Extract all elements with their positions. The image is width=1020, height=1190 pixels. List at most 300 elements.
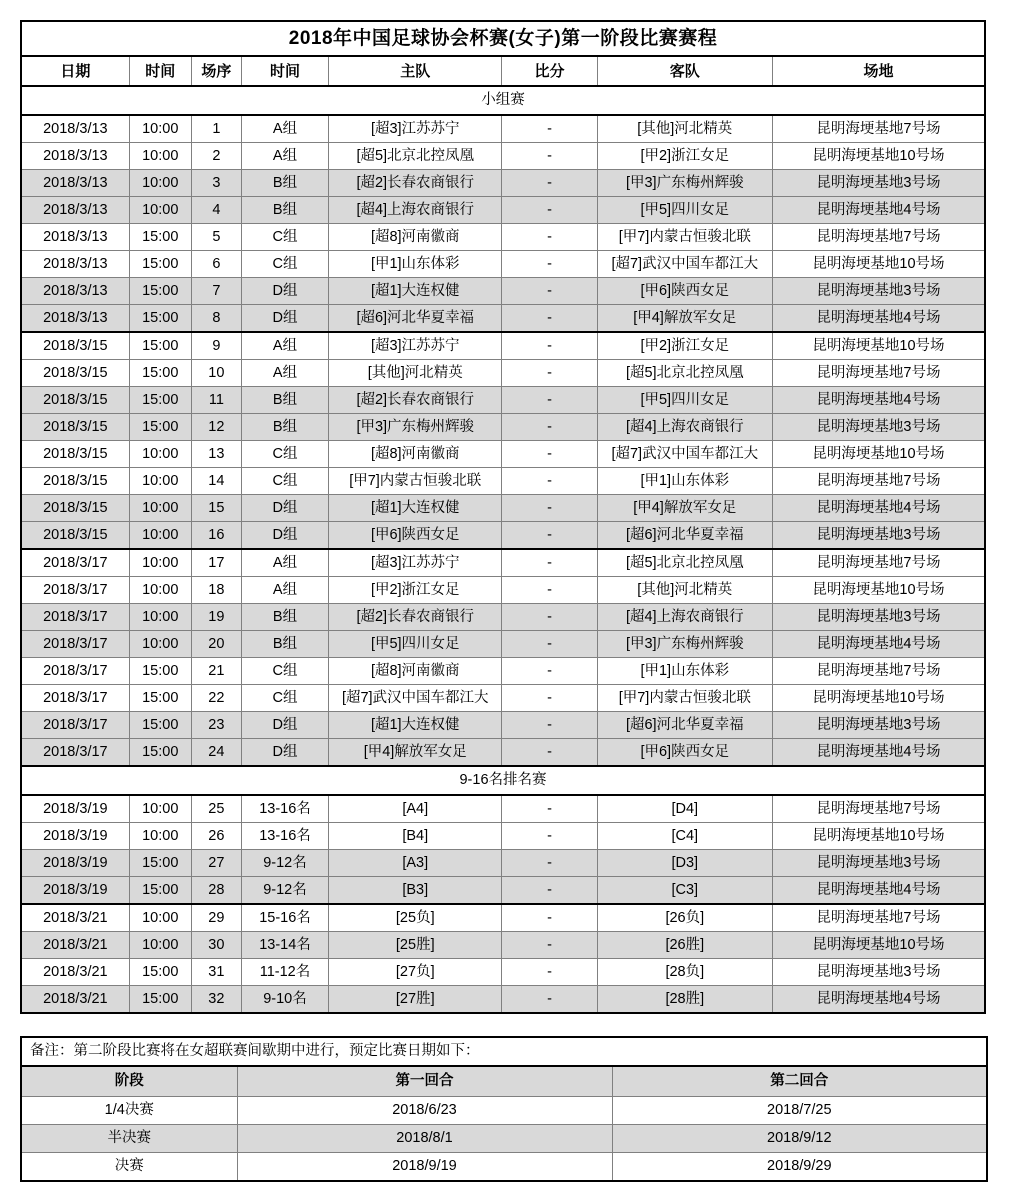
cell-venue: 昆明海埂基地10号场 (772, 932, 985, 959)
cell-date: 2018/3/15 (21, 360, 129, 387)
cell-order: 13 (191, 441, 241, 468)
cell-home: [甲3]广东梅州辉骏 (329, 414, 502, 441)
table-row[interactable] (21, 739, 985, 767)
cell-away: [D4] (597, 795, 772, 823)
cell-order: 12 (191, 414, 241, 441)
cell-stage: 9-12名 (241, 877, 328, 905)
cell-home: [超3]江苏苏宁 (329, 332, 502, 360)
cell-home: [甲6]陕西女足 (329, 522, 502, 550)
cell-away: [26负] (597, 904, 772, 932)
cell-order: 31 (191, 959, 241, 986)
cell-stage: B组 (241, 197, 328, 224)
table-row[interactable] (21, 197, 985, 224)
table-row[interactable] (21, 360, 985, 387)
table-row[interactable] (21, 877, 985, 905)
cell-date: 2018/3/15 (21, 414, 129, 441)
cell-away: [其他]河北精英 (597, 577, 772, 604)
cell-venue: 昆明海埂基地4号场 (772, 986, 985, 1014)
cell-home: [A3] (329, 850, 502, 877)
cell-away: [其他]河北精英 (597, 115, 772, 143)
cell-venue: 昆明海埂基地4号场 (772, 739, 985, 767)
cell-time: 10:00 (129, 143, 191, 170)
cell-date: 2018/3/17 (21, 549, 129, 577)
cell-time: 10:00 (129, 170, 191, 197)
cell-away: [超6]河北华夏幸福 (597, 712, 772, 739)
cell-order: 4 (191, 197, 241, 224)
cell-score: - (502, 224, 597, 251)
cell-home: [超8]河南徽商 (329, 658, 502, 685)
cell-score: - (502, 115, 597, 143)
column-header-away: 客队 (597, 56, 772, 86)
cell-time: 15:00 (129, 658, 191, 685)
cell-venue: 昆明海埂基地7号场 (772, 468, 985, 495)
cell-home: [超2]长春农商银行 (329, 604, 502, 631)
table-row[interactable] (21, 823, 985, 850)
cell-score: - (502, 904, 597, 932)
cell-score: - (502, 850, 597, 877)
cell-date: 2018/3/13 (21, 305, 129, 333)
cell-date: 2018/3/17 (21, 631, 129, 658)
cell-time: 10:00 (129, 197, 191, 224)
cell-venue: 昆明海埂基地10号场 (772, 251, 985, 278)
cell-order: 24 (191, 739, 241, 767)
cell-date: 2018/3/19 (21, 823, 129, 850)
section-header-label: 小组赛 (21, 86, 985, 115)
table-row[interactable] (21, 631, 985, 658)
cell-venue: 昆明海埂基地10号场 (772, 823, 985, 850)
page-title: 2018年中国足球协会杯赛(女子)第一阶段比赛赛程 (21, 21, 985, 56)
cell-score: - (502, 658, 597, 685)
cell-time: 15:00 (129, 877, 191, 905)
column-header-venue: 场地 (772, 56, 985, 86)
table-row[interactable] (21, 549, 985, 577)
cell-away: [甲3]广东梅州辉骏 (597, 170, 772, 197)
table-row[interactable] (21, 441, 985, 468)
cell-stage: C组 (241, 468, 328, 495)
cell-home: [超7]武汉中国车都江大 (329, 685, 502, 712)
cell-date: 2018/3/17 (21, 739, 129, 767)
cell-home: [超5]北京北控凤凰 (329, 143, 502, 170)
cell-stage: 13-14名 (241, 932, 328, 959)
cell-date: 2018/3/15 (21, 441, 129, 468)
cell-venue: 昆明海埂基地3号场 (772, 278, 985, 305)
cell-time: 10:00 (129, 522, 191, 550)
cell-away: [超7]武汉中国车都江大 (597, 441, 772, 468)
cell-date: 2018/3/17 (21, 712, 129, 739)
cell-venue: 昆明海埂基地7号场 (772, 224, 985, 251)
cell-stage: D组 (241, 305, 328, 333)
cell-score: - (502, 332, 597, 360)
cell-order: 14 (191, 468, 241, 495)
cell-venue: 昆明海埂基地7号场 (772, 658, 985, 685)
note-cell-leg1: 2018/6/23 (237, 1097, 612, 1125)
cell-order: 29 (191, 904, 241, 932)
cell-home: [甲4]解放军女足 (329, 739, 502, 767)
cell-score: - (502, 877, 597, 905)
cell-date: 2018/3/13 (21, 278, 129, 305)
section-header-row (21, 766, 985, 795)
cell-home: [超1]大连权健 (329, 712, 502, 739)
table-row[interactable] (21, 604, 985, 631)
cell-score: - (502, 604, 597, 631)
cell-time: 10:00 (129, 631, 191, 658)
cell-score: - (502, 170, 597, 197)
cell-home: [超3]江苏苏宁 (329, 115, 502, 143)
cell-time: 15:00 (129, 739, 191, 767)
cell-venue: 昆明海埂基地7号场 (772, 360, 985, 387)
cell-away: [甲6]陕西女足 (597, 739, 772, 767)
table-row[interactable] (21, 850, 985, 877)
cell-stage: B组 (241, 170, 328, 197)
cell-date: 2018/3/13 (21, 251, 129, 278)
cell-score: - (502, 251, 597, 278)
cell-stage: 13-16名 (241, 823, 328, 850)
cell-score: - (502, 549, 597, 577)
cell-venue: 昆明海埂基地4号场 (772, 305, 985, 333)
note-text-row (21, 1037, 987, 1066)
cell-time: 15:00 (129, 278, 191, 305)
note-cell-leg2: 2018/9/12 (612, 1125, 987, 1153)
cell-time: 15:00 (129, 414, 191, 441)
note-column-header: 第一回合 (237, 1066, 612, 1097)
cell-venue: 昆明海埂基地10号场 (772, 143, 985, 170)
cell-date: 2018/3/15 (21, 495, 129, 522)
cell-time: 10:00 (129, 549, 191, 577)
cell-venue: 昆明海埂基地4号场 (772, 631, 985, 658)
cell-home: [B4] (329, 823, 502, 850)
cell-order: 1 (191, 115, 241, 143)
table-row[interactable] (21, 712, 985, 739)
cell-venue: 昆明海埂基地3号场 (772, 604, 985, 631)
cell-time: 15:00 (129, 360, 191, 387)
table-row[interactable] (21, 170, 985, 197)
cell-time: 10:00 (129, 932, 191, 959)
note-table (20, 1036, 988, 1182)
cell-time: 10:00 (129, 468, 191, 495)
cell-time: 10:00 (129, 495, 191, 522)
cell-score: - (502, 959, 597, 986)
cell-score: - (502, 932, 597, 959)
cell-order: 11 (191, 387, 241, 414)
cell-away: [甲3]广东梅州辉骏 (597, 631, 772, 658)
cell-score: - (502, 360, 597, 387)
note-cell-stage: 半决赛 (21, 1125, 237, 1153)
schedule-table (20, 20, 986, 1014)
cell-stage: B组 (241, 631, 328, 658)
cell-date: 2018/3/21 (21, 904, 129, 932)
cell-order: 19 (191, 604, 241, 631)
column-header-home: 主队 (329, 56, 502, 86)
column-header-row (21, 56, 985, 86)
cell-date: 2018/3/13 (21, 224, 129, 251)
cell-time: 10:00 (129, 823, 191, 850)
cell-score: - (502, 441, 597, 468)
table-row[interactable] (21, 468, 985, 495)
cell-date: 2018/3/13 (21, 115, 129, 143)
cell-away: [甲1]山东体彩 (597, 658, 772, 685)
cell-stage: A组 (241, 360, 328, 387)
cell-venue: 昆明海埂基地10号场 (772, 441, 985, 468)
column-header-time: 时间 (129, 56, 191, 86)
cell-date: 2018/3/17 (21, 685, 129, 712)
table-row[interactable] (21, 305, 985, 333)
note-table-row[interactable] (21, 1153, 987, 1182)
cell-home: [其他]河北精英 (329, 360, 502, 387)
cell-stage: A组 (241, 143, 328, 170)
table-row[interactable] (21, 959, 985, 986)
table-row[interactable] (21, 658, 985, 685)
cell-time: 10:00 (129, 441, 191, 468)
cell-time: 10:00 (129, 904, 191, 932)
cell-home: [超1]大连权健 (329, 278, 502, 305)
cell-time: 15:00 (129, 224, 191, 251)
table-row[interactable] (21, 795, 985, 823)
column-header-order: 场序 (191, 56, 241, 86)
cell-score: - (502, 387, 597, 414)
cell-away: [超7]武汉中国车都江大 (597, 251, 772, 278)
cell-stage: C组 (241, 251, 328, 278)
schedule-table-body (21, 86, 985, 1013)
table-row[interactable] (21, 115, 985, 143)
cell-order: 25 (191, 795, 241, 823)
note-table-row[interactable] (21, 1097, 987, 1125)
cell-time: 15:00 (129, 685, 191, 712)
cell-score: - (502, 143, 597, 170)
cell-order: 17 (191, 549, 241, 577)
note-cell-stage: 决赛 (21, 1153, 237, 1182)
cell-score: - (502, 712, 597, 739)
cell-score: - (502, 495, 597, 522)
cell-stage: A组 (241, 115, 328, 143)
cell-date: 2018/3/21 (21, 959, 129, 986)
cell-venue: 昆明海埂基地4号场 (772, 877, 985, 905)
cell-venue: 昆明海埂基地10号场 (772, 332, 985, 360)
cell-time: 15:00 (129, 387, 191, 414)
cell-date: 2018/3/13 (21, 170, 129, 197)
cell-venue: 昆明海埂基地10号场 (772, 577, 985, 604)
cell-score: - (502, 305, 597, 333)
cell-venue: 昆明海埂基地10号场 (772, 685, 985, 712)
cell-score: - (502, 795, 597, 823)
cell-home: [25负] (329, 904, 502, 932)
cell-date: 2018/3/17 (21, 604, 129, 631)
note-cell-leg2: 2018/7/25 (612, 1097, 987, 1125)
cell-home: [27胜] (329, 986, 502, 1014)
cell-stage: 11-12名 (241, 959, 328, 986)
cell-order: 10 (191, 360, 241, 387)
cell-score: - (502, 631, 597, 658)
table-row[interactable] (21, 143, 985, 170)
section-header-label: 9-16名排名赛 (21, 766, 985, 795)
cell-home: [超3]江苏苏宁 (329, 549, 502, 577)
cell-away: [甲7]内蒙古恒骏北联 (597, 685, 772, 712)
title-row (21, 21, 985, 56)
cell-home: [甲2]浙江女足 (329, 577, 502, 604)
note-cell-stage: 1/4决赛 (21, 1097, 237, 1125)
cell-away: [28胜] (597, 986, 772, 1014)
cell-stage: 15-16名 (241, 904, 328, 932)
cell-away: [28负] (597, 959, 772, 986)
table-row[interactable] (21, 986, 985, 1014)
cell-venue: 昆明海埂基地3号场 (772, 414, 985, 441)
cell-time: 15:00 (129, 251, 191, 278)
cell-order: 16 (191, 522, 241, 550)
cell-home: [甲1]山东体彩 (329, 251, 502, 278)
table-row[interactable] (21, 387, 985, 414)
cell-home: [超2]长春农商银行 (329, 387, 502, 414)
cell-order: 26 (191, 823, 241, 850)
cell-stage: C组 (241, 441, 328, 468)
cell-away: [超5]北京北控凤凰 (597, 360, 772, 387)
cell-venue: 昆明海埂基地7号场 (772, 115, 985, 143)
cell-order: 32 (191, 986, 241, 1014)
cell-stage: A组 (241, 549, 328, 577)
cell-home: [27负] (329, 959, 502, 986)
table-row[interactable] (21, 332, 985, 360)
cell-away: [甲5]四川女足 (597, 387, 772, 414)
cell-time: 10:00 (129, 795, 191, 823)
cell-order: 3 (191, 170, 241, 197)
cell-stage: C组 (241, 224, 328, 251)
cell-away: [甲5]四川女足 (597, 197, 772, 224)
cell-time: 10:00 (129, 604, 191, 631)
cell-home: [B3] (329, 877, 502, 905)
cell-score: - (502, 577, 597, 604)
cell-stage: C组 (241, 685, 328, 712)
column-header-stage: 时间 (241, 56, 328, 86)
table-row[interactable] (21, 904, 985, 932)
cell-venue: 昆明海埂基地4号场 (772, 197, 985, 224)
cell-score: - (502, 414, 597, 441)
cell-away: [甲2]浙江女足 (597, 143, 772, 170)
cell-score: - (502, 468, 597, 495)
cell-order: 23 (191, 712, 241, 739)
cell-stage: 9-10名 (241, 986, 328, 1014)
cell-stage: C组 (241, 658, 328, 685)
cell-home: [超4]上海农商银行 (329, 197, 502, 224)
cell-time: 15:00 (129, 986, 191, 1014)
cell-away: [超5]北京北控凤凰 (597, 549, 772, 577)
cell-order: 7 (191, 278, 241, 305)
table-row[interactable] (21, 685, 985, 712)
cell-away: [超4]上海农商银行 (597, 414, 772, 441)
column-header-score: 比分 (502, 56, 597, 86)
cell-score: - (502, 986, 597, 1014)
cell-date: 2018/3/21 (21, 986, 129, 1014)
cell-home: [25胜] (329, 932, 502, 959)
cell-away: [超4]上海农商银行 (597, 604, 772, 631)
cell-stage: D组 (241, 712, 328, 739)
cell-time: 15:00 (129, 305, 191, 333)
cell-order: 2 (191, 143, 241, 170)
note-table-row[interactable] (21, 1125, 987, 1153)
cell-score: - (502, 278, 597, 305)
table-row[interactable] (21, 932, 985, 959)
cell-date: 2018/3/17 (21, 577, 129, 604)
table-row[interactable] (21, 414, 985, 441)
table-row[interactable] (21, 278, 985, 305)
cell-venue: 昆明海埂基地7号场 (772, 904, 985, 932)
cell-order: 5 (191, 224, 241, 251)
cell-venue: 昆明海埂基地3号场 (772, 522, 985, 550)
cell-stage: B组 (241, 604, 328, 631)
cell-stage: A组 (241, 577, 328, 604)
cell-date: 2018/3/13 (21, 143, 129, 170)
cell-date: 2018/3/15 (21, 522, 129, 550)
schedule-table-head (21, 21, 985, 86)
cell-stage: D组 (241, 522, 328, 550)
note-cell-leg1: 2018/8/1 (237, 1125, 612, 1153)
cell-home: [甲7]内蒙古恒骏北联 (329, 468, 502, 495)
cell-away: [甲2]浙江女足 (597, 332, 772, 360)
cell-home: [超2]长春农商银行 (329, 170, 502, 197)
cell-venue: 昆明海埂基地7号场 (772, 549, 985, 577)
cell-score: - (502, 685, 597, 712)
cell-home: [A4] (329, 795, 502, 823)
cell-stage: D组 (241, 278, 328, 305)
cell-away: [甲7]内蒙古恒骏北联 (597, 224, 772, 251)
cell-stage: A组 (241, 332, 328, 360)
note-column-header: 阶段 (21, 1066, 237, 1097)
cell-stage: B组 (241, 387, 328, 414)
cell-date: 2018/3/19 (21, 850, 129, 877)
cell-order: 28 (191, 877, 241, 905)
cell-stage: 9-12名 (241, 850, 328, 877)
cell-home: [超8]河南徽商 (329, 224, 502, 251)
cell-away: [C4] (597, 823, 772, 850)
cell-stage: D组 (241, 739, 328, 767)
cell-time: 15:00 (129, 332, 191, 360)
cell-date: 2018/3/19 (21, 795, 129, 823)
table-row[interactable] (21, 251, 985, 278)
cell-order: 20 (191, 631, 241, 658)
cell-time: 15:00 (129, 959, 191, 986)
cell-date: 2018/3/15 (21, 387, 129, 414)
cell-order: 21 (191, 658, 241, 685)
cell-venue: 昆明海埂基地3号场 (772, 959, 985, 986)
cell-date: 2018/3/15 (21, 332, 129, 360)
cell-date: 2018/3/19 (21, 877, 129, 905)
cell-time: 10:00 (129, 115, 191, 143)
cell-order: 8 (191, 305, 241, 333)
note-table-body (21, 1037, 987, 1181)
cell-order: 30 (191, 932, 241, 959)
table-row[interactable] (21, 522, 985, 550)
cell-away: [26胜] (597, 932, 772, 959)
cell-order: 9 (191, 332, 241, 360)
cell-venue: 昆明海埂基地3号场 (772, 850, 985, 877)
cell-away: [甲4]解放军女足 (597, 305, 772, 333)
table-row[interactable] (21, 224, 985, 251)
cell-score: - (502, 823, 597, 850)
cell-away: [甲1]山东体彩 (597, 468, 772, 495)
cell-order: 15 (191, 495, 241, 522)
cell-stage: D组 (241, 495, 328, 522)
cell-away: [超6]河北华夏幸福 (597, 522, 772, 550)
note-header-row (21, 1066, 987, 1097)
cell-score: - (502, 197, 597, 224)
cell-score: - (502, 522, 597, 550)
cell-away: [C3] (597, 877, 772, 905)
section-header-row (21, 86, 985, 115)
cell-order: 27 (191, 850, 241, 877)
cell-stage: 13-16名 (241, 795, 328, 823)
table-row[interactable] (21, 495, 985, 522)
cell-venue: 昆明海埂基地7号场 (772, 795, 985, 823)
cell-time: 10:00 (129, 577, 191, 604)
cell-venue: 昆明海埂基地4号场 (772, 495, 985, 522)
table-row[interactable] (21, 577, 985, 604)
